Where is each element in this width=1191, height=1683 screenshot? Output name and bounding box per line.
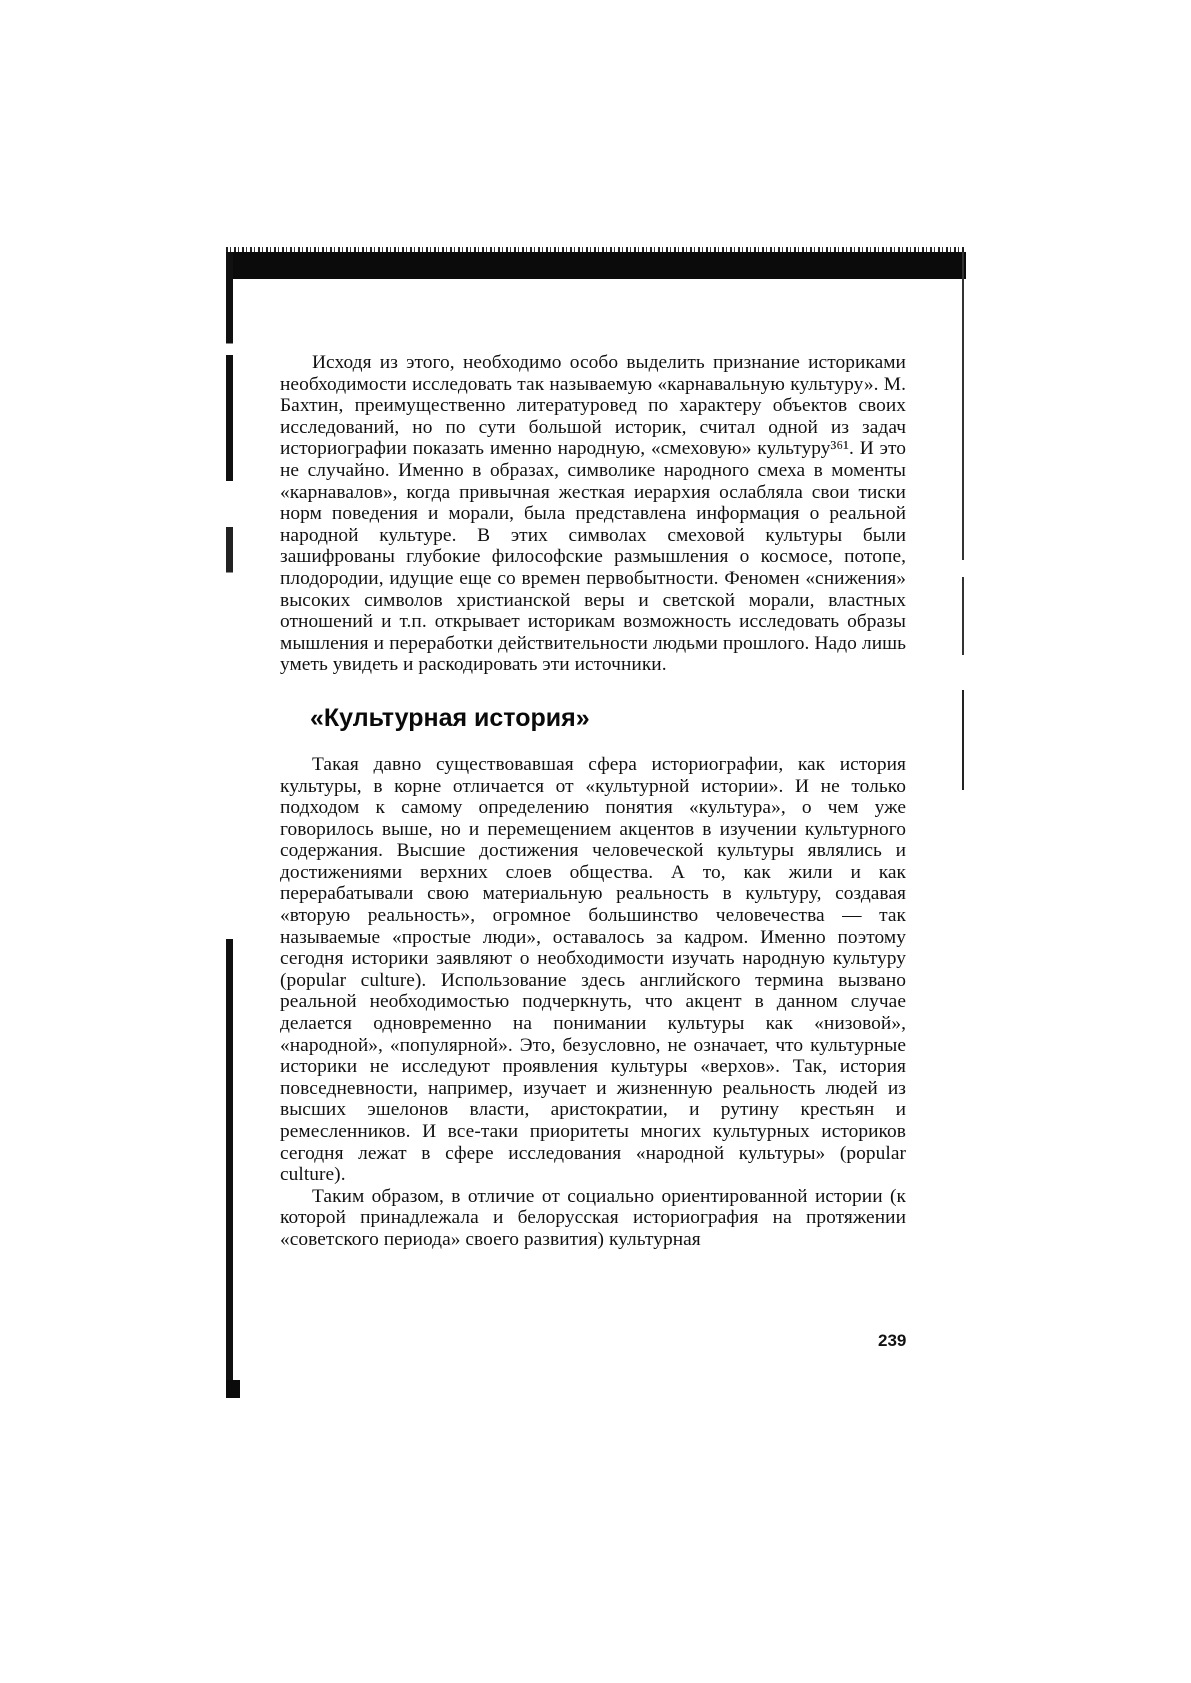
scan-left-edge-foot <box>226 1380 240 1398</box>
section-heading: «Культурная история» <box>310 703 590 732</box>
scan-right-edge-mark <box>962 690 964 790</box>
paragraph-cultural-history: Такая давно существовавшая сфера историографии, как история культуры, в корне отличается от «культурной истории». И не только подходом к самому определению понятия «культура», о чем уже говорилось выше, но и перемещением акцентов в изучении культурного содержания. Высшие достижения человеческой культуры являлись и достижениями верхних слоев общества. А то, как жили и как перерабатывали свою материальную реальность в культуру, создавая «вторую реальность», огромное большинство человечества — так называемые «простые люди», оставалось за кадром. Именно поэтому сегодня историки заявляют о необходимости изучать народную культуру (popular culture). Использование здесь английского термина вызвано реальной необходимостью подчеркнуть, что акцент в данном случае делается одновременно на понимании культуры как «низовой», «народной», «популярной». Это, безусловно, не означает, что культурные историки не исследуют проявления культуры «верхов». Так, история повседневности, например, изучает и жизненную реальность людей из высших эшелонов власти, аристократии, и рутину крестьян и ремесленников. И все-таки приоритеты многих культурных историков сегодня лежат в сфере исследования «народной культуры» (popular culture). <box>280 753 906 1186</box>
body-text <box>280 352 906 1251</box>
scan-left-edge <box>226 252 233 1397</box>
paragraph-conclusion: Таким образом, в отличие от социально ориентированной истории (к которой принадлежала и белорусская историография на протяжении «советского периода» своего развития) культурная <box>280 1185 906 1250</box>
paragraph-carnival-culture: Исходя из этого, необходимо особо выделить признание историками необходимости исследовать так называемую «карнавальную культуру». М. Бахтин, преимущественно литературовед по характеру объектов своих исследований, но по сути большой историк, считал одной из задач историографии показать именно народную, «смеховую» культуру³⁶¹. И это не случайно. Именно в образах, символике народного смеха в моменты «карнавалов», когда привычная жесткая иерархия ослабляла свои тиски норм поведения и морали, была представлена информация о реальной народной культуре. В этих символах смеховой культуры были зашифрованы глубокие философские размышления о космосе, потопе, плодородии, идущие еще со времен первобытности. Феномен «снижения» высоких символов христианской веры и светской морали, властных отношений и т.п. открывает историкам возможность исследовать образы мышления и переработки действительности людьми прошлого. Надо лишь уметь увидеть и раскодировать эти источники. <box>280 352 906 676</box>
scan-top-shadow-bar <box>226 252 966 279</box>
page-number: 239 <box>878 1331 907 1350</box>
